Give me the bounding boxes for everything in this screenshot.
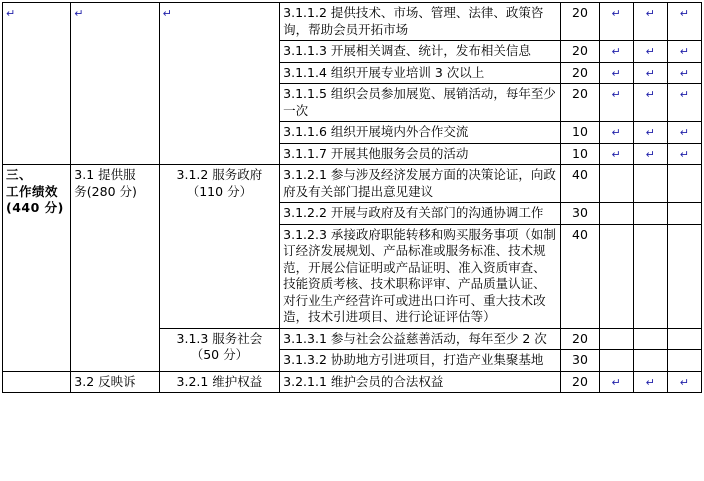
review-eval-cell[interactable]	[633, 62, 667, 84]
paragraph-mark-icon: ↵	[611, 7, 621, 20]
final-eval-cell[interactable]	[667, 203, 701, 225]
criterion-text: 3.1.1.2 提供技术、市场、管理、法律、政策咨询，帮助会员开拓市场	[280, 3, 561, 41]
self-eval-cell[interactable]	[599, 41, 633, 63]
cell-subgroup-blank-top: ↵	[159, 3, 280, 165]
criterion-text: 3.1.3.2 协助地方引进项目，打造产业集聚基地	[280, 350, 561, 372]
score-value: 10	[561, 143, 599, 165]
paragraph-mark-icon: ↵	[611, 45, 621, 58]
review-eval-cell[interactable]	[633, 41, 667, 63]
paragraph-mark-icon: ↵	[611, 126, 621, 139]
final-eval-cell[interactable]	[667, 350, 701, 372]
table-body	[3, 3, 702, 393]
cell-category-blank-bottom	[3, 371, 71, 393]
cell-category-blank-top: ↵	[3, 3, 71, 165]
self-eval-cell[interactable]	[599, 350, 633, 372]
assessment-table	[2, 2, 702, 393]
review-eval-cell[interactable]	[633, 224, 667, 328]
score-value: 20	[561, 3, 599, 41]
paragraph-mark-icon: ↵	[645, 375, 655, 389]
table-row	[3, 3, 702, 41]
final-eval-cell[interactable]	[667, 62, 701, 84]
criterion-text: 3.1.2.3 承接政府职能转移和购买服务事项（如制订经济发展规划、产品标准或服务标准、技术规范，开展公信证明或产品证明、准入资质审查、技能资质考核、技术职称评审、产品质量认证、对行业生产经营许可或进出口许可、重大技术改造，技术引进项目、进行论证评估等）	[280, 224, 561, 328]
score-value: 20	[561, 41, 599, 63]
review-eval-cell[interactable]	[633, 143, 667, 165]
tertiary-indicator-label	[159, 371, 280, 393]
primary-indicator-line1: 三、	[6, 167, 33, 182]
primary-indicator-label	[3, 165, 71, 372]
criterion-text: 3.2.1.1 维护会员的合法权益	[280, 371, 561, 393]
final-eval-cell[interactable]	[667, 122, 701, 144]
score-value: 30	[561, 203, 599, 225]
final-eval-cell[interactable]	[667, 328, 701, 350]
secondary-indicator-line2: 务(280 分)	[74, 183, 137, 199]
tertiary-indicator-line2: （50 分）	[190, 347, 249, 362]
review-eval-cell[interactable]	[633, 350, 667, 372]
secondary-indicator-label	[71, 371, 159, 393]
review-eval-cell[interactable]	[633, 371, 667, 393]
document-page	[0, 2, 704, 481]
cell-group-blank-top: ↵	[71, 3, 159, 165]
criterion-text: 3.1.2.1 参与涉及经济发展方面的决策论证，向政府及有关部门提出意见建议	[280, 165, 561, 203]
paragraph-mark-icon: ↵	[611, 375, 621, 389]
self-eval-cell[interactable]	[599, 328, 633, 350]
criterion-text: 3.1.1.5 组织会员参加展览、展销活动，每年至少一次	[280, 84, 561, 122]
paragraph-mark-icon: ↵	[679, 147, 690, 161]
tertiary-indicator-label	[159, 165, 280, 329]
paragraph-mark-icon: ↵	[645, 45, 655, 58]
tertiary-indicator-line1: 3.1.3 服务社会	[176, 330, 263, 346]
final-eval-cell[interactable]	[667, 371, 701, 393]
self-eval-cell[interactable]	[599, 224, 633, 328]
self-eval-cell[interactable]	[599, 203, 633, 225]
paragraph-mark-icon: ↵	[679, 45, 690, 58]
review-eval-cell[interactable]	[633, 3, 667, 41]
self-eval-cell[interactable]	[599, 165, 633, 203]
paragraph-mark-icon: ↵	[645, 7, 655, 20]
paragraph-mark-icon: ↵	[645, 126, 655, 139]
review-eval-cell[interactable]	[633, 203, 667, 225]
tertiary-indicator-line1: 3.1.2 服务政府	[176, 167, 263, 182]
self-eval-cell[interactable]	[599, 371, 633, 393]
paragraph-mark-icon: ↵	[679, 7, 690, 20]
criterion-text: 3.1.1.7 开展其他服务会员的活动	[280, 143, 561, 165]
tertiary-indicator-line2: （110 分）	[186, 183, 253, 199]
paragraph-mark-icon: ↵	[679, 66, 690, 80]
table-row	[3, 165, 702, 203]
self-eval-cell[interactable]	[599, 3, 633, 41]
criterion-text: 3.1.3.1 参与社会公益慈善活动，每年至少 2 次	[280, 328, 561, 350]
score-value: 40	[561, 224, 599, 328]
secondary-indicator-line1: 3.2 反映诉	[74, 373, 136, 389]
score-value: 20	[561, 84, 599, 122]
score-value: 40	[561, 165, 599, 203]
tertiary-indicator-label	[159, 328, 280, 371]
self-eval-cell[interactable]	[599, 84, 633, 122]
tertiary-indicator-line1: 3.2.1 维护权益	[176, 373, 263, 389]
review-eval-cell[interactable]	[633, 165, 667, 203]
score-value: 20	[561, 328, 599, 350]
paragraph-mark-icon: ↵	[645, 88, 655, 101]
paragraph-mark-icon: ↵	[679, 88, 690, 101]
criterion-text: 3.1.1.4 组织开展专业培训 3 次以上	[280, 62, 561, 84]
page-right-margin	[700, 2, 704, 481]
secondary-indicator-line1: 3.1 提供服	[74, 167, 136, 182]
paragraph-mark-icon: ↵	[645, 66, 655, 80]
primary-indicator-line2: 工作绩效	[6, 183, 59, 199]
table-row	[3, 371, 702, 393]
final-eval-cell[interactable]	[667, 84, 701, 122]
paragraph-mark-icon: ↵	[611, 88, 621, 101]
primary-indicator-line3: (440 分)	[6, 200, 64, 215]
review-eval-cell[interactable]	[633, 122, 667, 144]
self-eval-cell[interactable]	[599, 62, 633, 84]
score-value: 20	[561, 62, 599, 84]
score-value: 20	[561, 371, 599, 393]
paragraph-mark-icon: ↵	[679, 375, 690, 389]
self-eval-cell[interactable]	[599, 122, 633, 144]
criterion-text: 3.1.2.2 开展与政府及有关部门的沟通协调工作	[280, 203, 561, 225]
final-eval-cell[interactable]	[667, 165, 701, 203]
final-eval-cell[interactable]	[667, 224, 701, 328]
paragraph-mark-icon: ↵	[611, 66, 621, 80]
secondary-indicator-label	[71, 165, 159, 372]
criterion-text: 3.1.1.6 组织开展境内外合作交流	[280, 122, 561, 144]
paragraph-mark-icon: ↵	[679, 126, 690, 139]
review-eval-cell[interactable]	[633, 328, 667, 350]
review-eval-cell[interactable]	[633, 84, 667, 122]
score-value: 10	[561, 122, 599, 144]
paragraph-mark-icon: ↵	[611, 147, 621, 161]
final-eval-cell[interactable]	[667, 3, 701, 41]
score-value: 30	[561, 350, 599, 372]
paragraph-mark-icon: ↵	[645, 147, 655, 161]
final-eval-cell[interactable]	[667, 41, 701, 63]
final-eval-cell[interactable]	[667, 143, 701, 165]
self-eval-cell[interactable]	[599, 143, 633, 165]
criterion-text: 3.1.1.3 开展相关调查、统计，发布相关信息	[280, 41, 561, 63]
